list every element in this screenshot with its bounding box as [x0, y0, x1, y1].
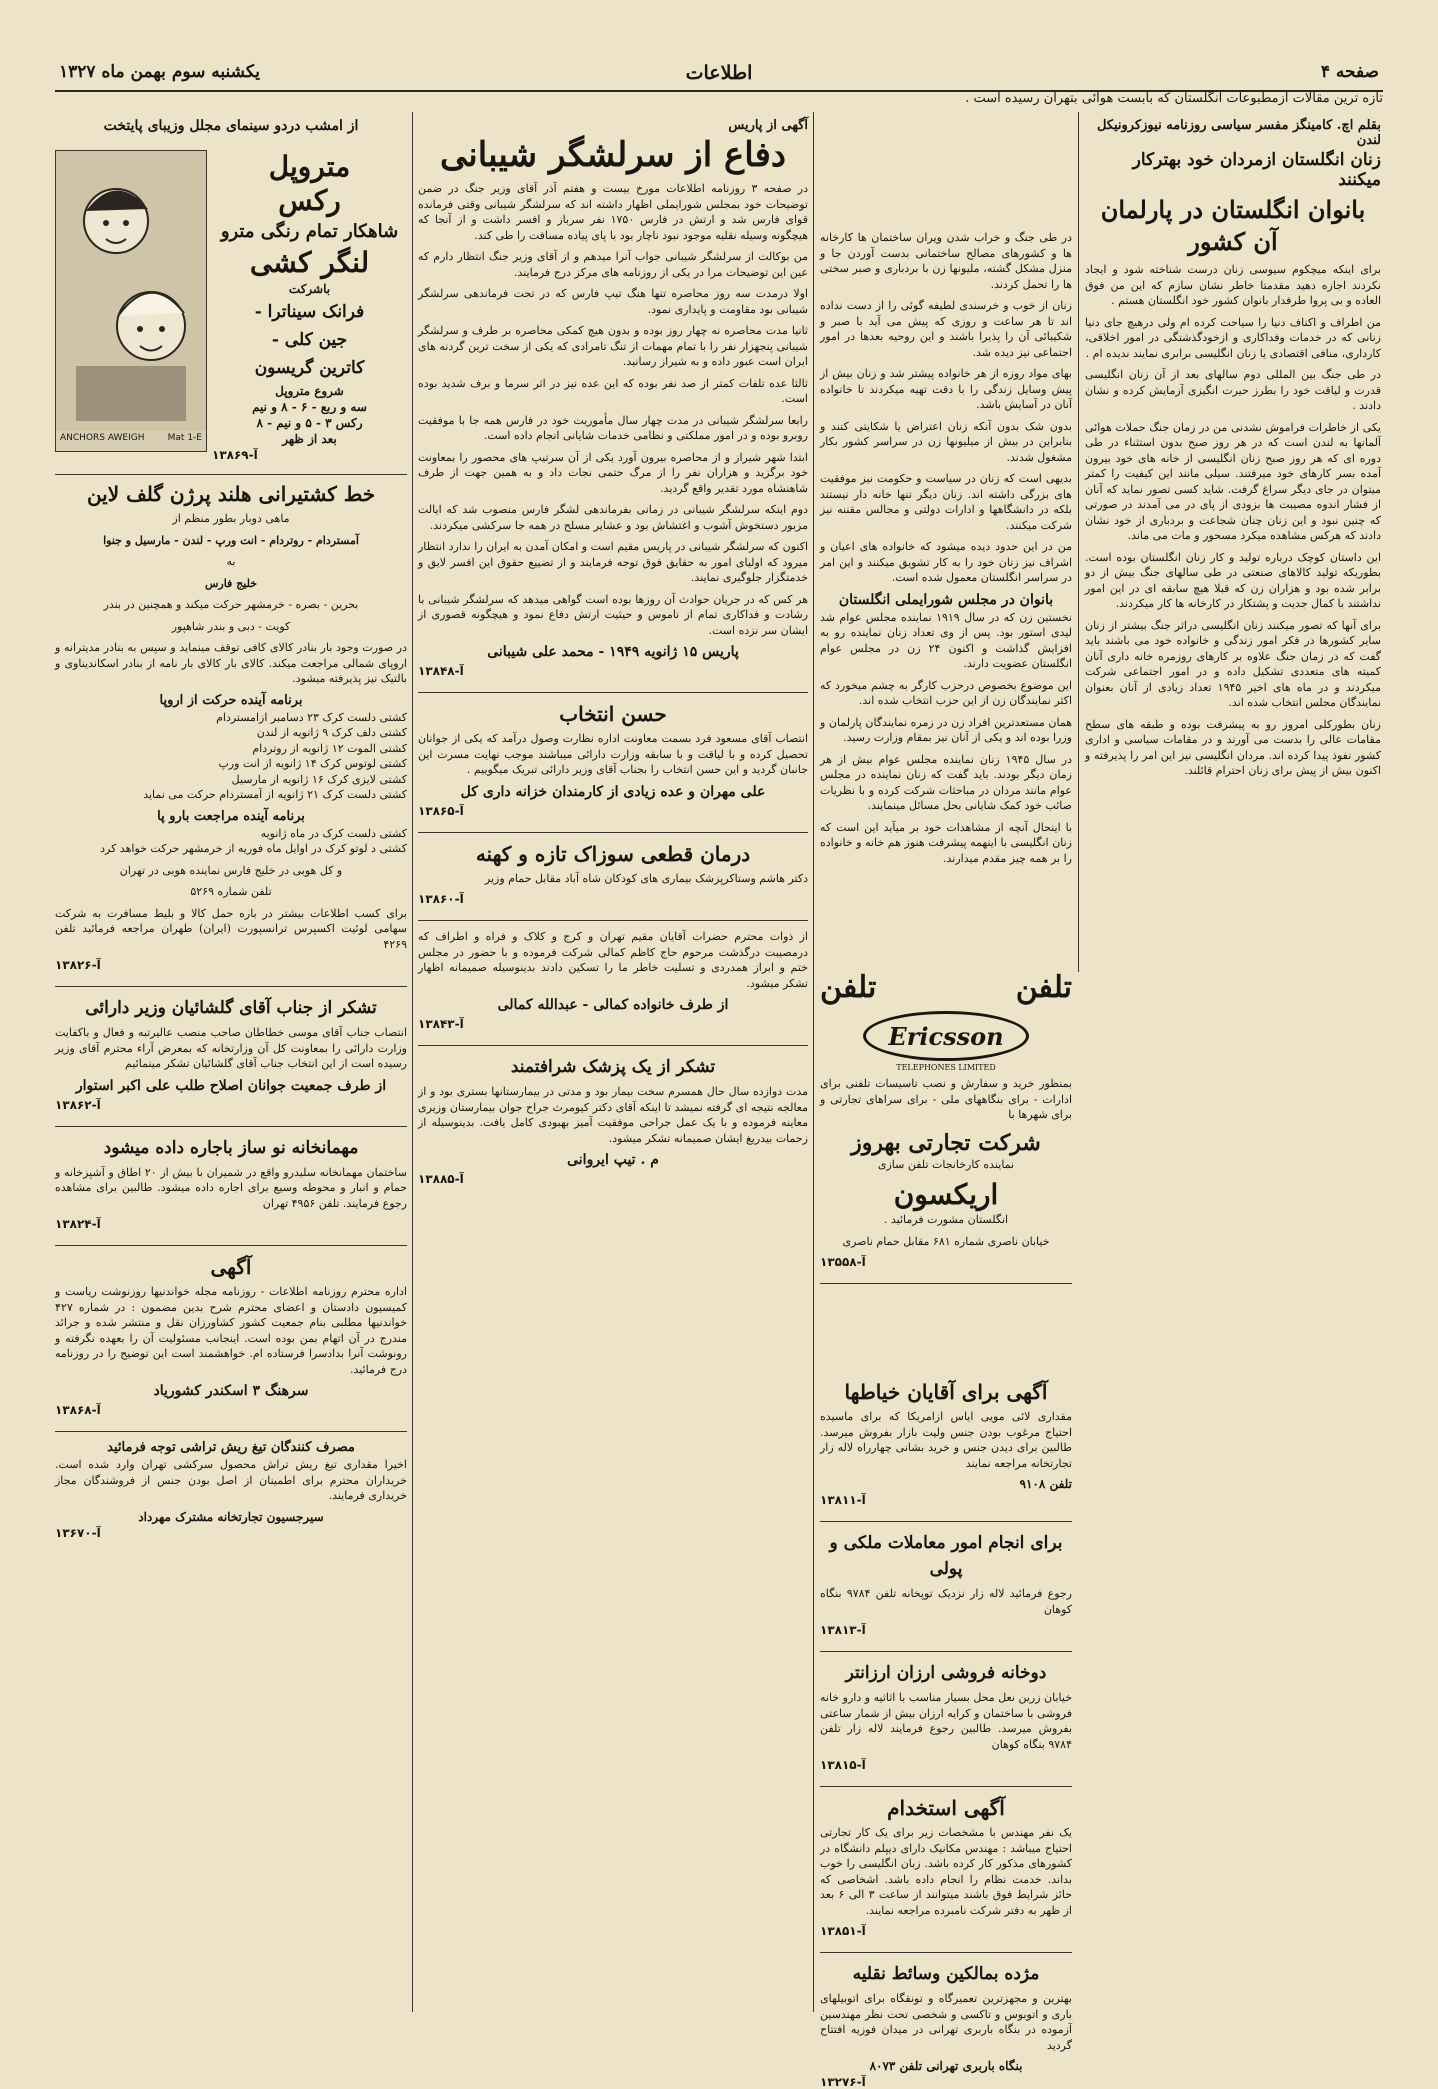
cinema-ad — [55, 118, 407, 475]
article-paragraph: رابعا سرلشگر شیبانی در مدت چهار سال مأموریت خود در فارس همه جا با موفقیت روبرو بوده و در امور مملکتی و نظامی خدمات شایانی انجام داده است. — [418, 413, 808, 442]
ad-body: اخیرا مقداری تیغ ریش تراش محصول سرکشی تهران وارد شده است. خریداران محترم برای اطمینان از اصل بودن جنس از فروشندگان مجاز خریداری فرمایند. — [55, 1458, 407, 1502]
ad-code: ۱۳۸۱۱-آ — [820, 1493, 866, 1507]
ad-title: مصرف کنندگان تیغ ریش تراشی توجه فرمائید — [107, 1440, 355, 1455]
tailor-ad — [820, 1379, 1072, 1522]
article-paragraph: در صفحه ۳ روزنامه اطلاعات مورخ بیست و هفتم آذر آقای وزیر جنگ در ضمن توضیحات خود بمجلس شورایملی اظهار داشته اند که سرلشگر شیبانی وقتی فرمانده قوای فارس شد و ارتش در فارس ۱۷۵۰ نفر سرباز و افسر داشت و از آنجا که هیچگونه وسیله نقلیه موجود نبود ناچار بود با پای پیاده مسافت را طی کند. — [418, 182, 808, 242]
ad-title: تشکر از جناب آقای گلشائیان وزیر دارائی — [85, 998, 377, 1018]
article-paragraph: برای آنها که تصور میکنند زنان انگلیسی دراثر جنگ بیشتر از زنان سایر کشورها در فکر امور زندگی و خانواده خود می باشند باید گفت که در زمان جنگ علاوه بر کارهای روزمره خانه داری آنان کمیته های متعددی تشکیل داده و در امور اجتماعی شرکت میکردند و در ماه های اخیر ۱۹۴۵ تعداد زیادی از آنان بعنوان نمایندگان مجلس انتخاب شده اند. — [1085, 618, 1382, 709]
minister-thanks-ad — [55, 995, 407, 1127]
actor: فرانک سیناترا - — [254, 302, 365, 322]
article-byline: بقلم اچ. کامینگز مفسر سیاسی روزنامه نیوزکرونیکل لندن — [1096, 118, 1381, 148]
ad-body: دکتر هاشم وستاکرپزشک بیماری های کودکان شاه آباد مقابل حمام وزیر — [484, 871, 808, 885]
ad-line: کویت - دبی و بندر شاهپور — [171, 619, 291, 633]
article-paragraph: ثالثا عده تلفات کمتر از صد نفر بوده که این عده نیز در اثر سرما و برف شدید بوده است. — [418, 376, 808, 405]
article-kicker: آگهی از پاریس — [728, 118, 808, 133]
ad-code: ۱۳۸۸۵-آ — [418, 1172, 464, 1186]
ad-body: مدت دوازده سال حال همسرم سخت بیمار بود و مدتی در بیمارستانها بستری بود و از معالجه نتیجه ای گرفته نمیشد تا اینکه آقای دکتر کیومرث جراح جوان بیمارستان وزیری معاینه فرموده و با یک عمل جراحی موفقیت آمیز بهبودی کامل یافت. بدینوسیله از زحمات بیدریغ ایشان صمیمانه تشکر میشود. — [418, 1085, 808, 1145]
small-ads-stack — [820, 1375, 1073, 2089]
poster-caption — [56, 431, 206, 445]
article-paragraph: اولا درمدت سه روز محاصره تنها هنگ تیپ فارس که در تحت فرماندهی سرلشگر شیبانی بود مقاومت و پایداری نمود. — [418, 287, 808, 316]
schedule-title: برنامه آینده حرکت از اروپا — [159, 692, 303, 708]
article-paragraph: در سال ۱۹۴۵ زنان نماینده مجلس عوام بیش از هر زمان دیگر بودند. باید گفت که زنان نماینده در مجلس عوام مانند مردان در مباحثات شرکت کرده و با نظریات صائب خود کمک شایانی بحل مسائل مینمایند. — [820, 752, 1072, 812]
article-paragraph: همان مستعدترین افراد زن در زمره نمایندگان پارلمان و وزرا بوده اند و یکی از آنان نیز بمقام وزارت رسید. — [820, 715, 1072, 744]
ad-body: خیابان زرین نعل محل بسیار مناسب با اثاثیه و دارو خانه فروشی با ساختمان و کرایه ارزان بیش از شمار ساعتی بفروش میرسد. طالبین رجوع فرمایند لاله زار تلفن ۹۷۸۴ بنگاه کوهان — [820, 1691, 1072, 1751]
ad-code: ۱۳۸۱۵-آ — [820, 1758, 866, 1772]
showtimes: شروع متروپل — [275, 384, 344, 398]
schedule-line: کشتی دلف کرک ۹ ژانویه از لندن — [256, 726, 407, 739]
ad-title: مهمانخانه نو ساز باجاره داده میشود — [103, 1137, 359, 1158]
poster-mat: Mat 1-E — [167, 433, 202, 443]
article-paragraph: در طی جنگ بین المللی دوم سالهای بعد از آن زنان انگلیسی قدرت و لیاقت خود را بطرز حیرت انگیزی آزمایش کرده و نشان دادند . — [1085, 368, 1381, 412]
schedule-line: کشتی الموت ۱۲ ژانویه از روتردام — [252, 741, 407, 755]
newspaper-name: اطلاعات — [685, 62, 753, 84]
ad-title: آگهی — [210, 1255, 252, 1279]
article-paragraph: دوم اینکه سرلشگر شیبانی در زمانی بفرماندهی لشگر فارس منصوب شد که ایالت مزبور دستخوش آشوب و اغتشاش بود و عشایر مسلح در همه جا سرکشی میکردند. — [418, 503, 808, 532]
drugstore-ad — [820, 1660, 1072, 1787]
ad-body: ساختمان مهمانخانه سلیدرو واقع در شمیران با بیش از ۲۰ اطاق و آشپزخانه و حمام و انبار و محوطه وسیع برای اجاره داده میشود. طالبین برای مشاهده رجوع فرمایند. تلفن ۴۹۵۶ تهران — [55, 1165, 407, 1210]
ad-title: خط کشتیرانی هلند پرژن گلف لاین — [86, 482, 376, 506]
ad-code: ۱۳۲۷۶-آ — [820, 2075, 866, 2089]
ad-signature: سرهنگ ۳ اسکندر کشوریاد — [153, 1383, 309, 1399]
ad-phone: تلفن شماره ۵۲۶۹ — [190, 885, 272, 898]
schedule-line: کشتی لایزی کرک ۱۶ ژانویه از مارسیل — [231, 772, 407, 786]
ad-line: خلیج فارس — [204, 576, 258, 590]
ad-title: برای انجام امور معاملات ملکی و پولی — [829, 1533, 1063, 1579]
ad-code: ۱۳۶۷۰-آ — [55, 1525, 101, 1540]
ad-code: ۱۳۸۶۵-آ — [418, 803, 464, 818]
article-paragraph: بدون شک بدون آنکه زنان اعتراض یا شکایتی کنند و بنابراین در بیش از میلیونها زن در سراسر کشور بکار مشغول شدند. — [820, 419, 1072, 464]
article-paragraph: نخستین زن که در سال ۱۹۱۹ نماینده مجلس عوام شد لیدی استور بود. پس از وی تعداد زنان نماینده رو به افزایش گذاشت و اکنون ۲۴ زن در مجلس عوام انگلستان عضویت دارند. — [820, 610, 1072, 670]
return-title: برنامه آینده مراجعت بارو پا — [157, 808, 305, 824]
column-rule — [412, 112, 413, 2012]
article-paragraph: هر کس که در جریان حوادث آن روزها بوده است گواهی میدهد که سرلشگر شیبانی با رشادت و فداکاری تمام از ناموس و حیثیت ارتش دفاع نمود و هیچگونه قصوری از ایشان سر نزده است. — [418, 592, 808, 637]
film-description: شاهکار تمام رنگی مترو — [220, 221, 399, 242]
schedule-line: کشتی دلست کرک ۲۳ دسامبر ازامستردام — [216, 710, 407, 724]
article-headline: دفاع از سرلشگر شیبانی — [439, 135, 787, 175]
ads-left-column — [55, 118, 407, 2008]
article-paragraph: با اینحال آنچه از مشاهدات خود بر میآید این است که زنان انگلیسی با اینهمه پیشرفت هنوز هم خانه و خانواده را بر همه چیز مقدم میدارند. — [820, 820, 1072, 865]
article-paragraph: اکنون که سرلشگر شیبانی در پاریس مقیم است و امکان آمدن به ایران را ندارد انتظار میرود که اولیای امور به حقایق فوق توجه فرمایند و از تضییع حقوق این افسر لایق و خدمتگزار جلوگیری نمایند. — [418, 540, 808, 584]
good-choice-ad — [418, 701, 808, 833]
column-rule — [1078, 112, 1079, 972]
film-title: لنگر کشی — [249, 246, 370, 279]
shipping-ad — [55, 481, 407, 987]
ad-line: آمستردام - روتردام - انت ورپ - لندن - مارسیل و جنوا — [103, 533, 359, 547]
ericsson-tel-row — [820, 970, 1072, 1005]
ad-body: برای کسب اطلاعات بیشتر در باره حمل کالا و بلیط مسافرت به شرکت سهامی لوئیت اکسپرس ترانسپورت (ایران) طهران مراجعه فرمائید تلفن ۴۲۶۹ — [55, 906, 407, 951]
article-paragraph: این داستان کوچک درباره تولید و کار زنان انگلستان بوده است. بطوریکه تولید کالاهای صنعتی در طی سالهای جنگ بیش از دو برابر شده بود و هزاران زن که قبلا هیچ سابقه ای در این امور نداشتند با کمال جدیت و پشتکار در کارخانه ها کار میکردند. — [1085, 550, 1381, 610]
company-note: نماینده کارخانجات تلفن سازی — [877, 1157, 1015, 1171]
ad-signature: علی مهران و عده زیادی از کارمندان خزانه داری کل — [460, 783, 766, 800]
ad-code: ۱۳۸۱۳-آ — [820, 1623, 866, 1637]
article-signature: پاریس ۱۵ ژانویه ۱۹۴۹ - محمد علی شیبانی — [487, 644, 739, 660]
ad-code: ۱۳۸۵۱-آ — [820, 1924, 866, 1938]
ad-line: بحرین - بصره - خرمشهر حرکت میکند و همچنین در بندر — [103, 598, 359, 611]
showtimes: سه و ربع - ۶ - ۸ و نیم — [252, 400, 367, 414]
ad-signature: از طرف جمعیت جوانان اصلاح طلب علی اکبر استوار — [75, 1077, 387, 1094]
ad-code: ۱۳۸۴۸-آ — [418, 664, 464, 678]
column-rule — [813, 112, 814, 2012]
ad-signature: م . تیپ ایروانی — [567, 1152, 659, 1168]
ad-title: آگهی برای آقایان خیاطها — [844, 1380, 1048, 1404]
treatment-ad — [418, 841, 808, 922]
article-subheading: بانوان در مجلس شورایملی انگلستان — [838, 591, 1054, 608]
cars-ad — [820, 1961, 1072, 2089]
ericsson-logo — [863, 1011, 1029, 1061]
ad-title: حسن انتخاب — [559, 702, 667, 726]
showtimes: رکس ۳ - ۵ و نیم - ۸ — [256, 416, 363, 430]
ad-body: یک نفر مهندس با مشخصات زیر برای یک کار تجارتی احتیاج میباشد : مهندس مکانیک دارای دیپلم دانشگاه در کشورهای مذکور کار کرده باشد. زبان انگلیسی را خوب بداند. خدمت نظام را انجام داده باشد. اشخاصی که حائز شرایط فوق باشند میتوانند از ساعت ۳ الی ۶ بعد از ظهر به دفتر شرکت نامبرده مراجعه نمایند. — [820, 1826, 1073, 1917]
ad-code: ۱۳۸۲۶-آ — [55, 958, 101, 972]
article-paragraph: من بوکالت از سرلشگر شیبانی جواب آنرا میدهم و از آقای وزیر جنگ انتظار دارم که عین این توضیحات مرا در یکی از روزنامه های مرکز درج فرمایند. — [418, 250, 808, 279]
article-paragraph: بهای مواد روزه از هر خانواده پیشتر شد و زنان بیش از پیش وسایل زندگی را با دقت تهیه میکردند تا خانواده آنان در آسایش باشد. — [820, 367, 1072, 411]
ericsson-logo-text: Ericsson — [888, 1021, 1004, 1051]
employment-ad — [820, 1795, 1072, 1953]
poster-illustration — [56, 151, 206, 431]
ad-body: رجوع فرمائید لاله زار نزدیک توپخانه تلفن ۹۷۸۴ بنگاه کوهان — [820, 1587, 1072, 1616]
article-paragraph: یکی از خاطرات فراموش نشدنی من در زمان جنگ حملات هوائی آلمانها به لندن است که در هر روز صبح بدون استثناء در طی دوره ای که هر روز صبح زنان انگلیسی از خانه های خود بیرون آمده بسر کارهای خود میرفتند. سیلی مانند این کیفیت را کمتر میتوان در جای دیگر سراغ گرفت. شاید کسی تصور نماید که آنان از فشار اندوه مصیبت ها بزودی از پای در می آمدند در صورتی که چنین نبود و این زنان چنان شجاعت و بردباری از خود نشان دادند که هرکس مشاهده میکرد مسحور و مات می ماند. — [1085, 420, 1381, 542]
ad-code: ۱۳۸۲۴-آ — [55, 1217, 101, 1231]
surgeon-thanks-ad — [418, 1054, 808, 1186]
ad-signature: از طرف خانواده کمالی - عبدالله کمالی — [497, 997, 729, 1013]
ad-title: آگهی استخدام — [887, 1796, 1005, 1820]
company-name: شرکت تجارتی بهروز — [851, 1129, 1041, 1156]
ericsson-logo-sub: TELEPHONES LIMITED — [896, 1063, 996, 1072]
ad-title: درمان قطعی سوزاک تازه و کهنه — [475, 841, 751, 866]
consumer-ad — [55, 1440, 407, 1540]
company-note: انگلستان مشورت فرمائید . — [883, 1213, 1009, 1226]
ericsson-address: خیابان ناصری شماره ۶۸۱ مقابل حمام ناصری — [842, 1234, 1050, 1248]
actor: کاترین گریسون — [254, 358, 365, 378]
ad-phone: تلفن ۹۱۰۸ — [1019, 1477, 1072, 1491]
article-paragraph: ثانیا مدت محاصره نه چهار روز بوده و بدون هیچ کمکی محاصره بر طرف و سرلشگر شیبانی پنجهزار نفر را با تمام مهمات از تنگ تامرادی که یکی از سخت ترین گردنه های ایران است عبور داده و به شیراز رسانید. — [418, 324, 808, 368]
cast-intro: باشرکت — [288, 282, 331, 296]
ad-line: ماهی دوبار بطور منظم از — [172, 512, 290, 525]
ad-body: انتصاب آقای مسعود فرد بسمت معاونت اداره نظارت وصول درآمد که یکی از جوانان تحصیل کرده و با لیاقت و با سابقه وزارت دارائی میباشند موجب نهایت مسرت این جانبان گردید و این حسن انتخاب را بجناب آقای وزیر دارائی تبریک میگوییم . — [418, 732, 808, 776]
schedule-line: کشتی دلست کرک ۲۱ ژانویه از آمستردام حرکت می نماید — [143, 788, 407, 801]
article-paragraph: من در این حدود دیده میشود که خانواده های اعیان و اشراف نیز زنان خود را به کار تشویق میکنند و این امر در سراسر انگلستان معمول شده است. — [820, 540, 1072, 584]
cinema-name: متروپل — [268, 150, 351, 183]
ad-signature: سیرجسیون تجارتخانه مشترک مهرداد — [138, 1509, 324, 1524]
ad-code: ۱۳۸۶۹-آ — [212, 448, 258, 462]
article-headline: بانوان انگلستان در پارلمان آن کشور — [1100, 195, 1366, 256]
ad-line: به — [226, 555, 236, 568]
article-paragraph: زنان از خوب و خرسندی لطیفه گوئی را از دست نداده اند تا هر ساعت و روزی که پیش می آید با صبر و شکیبائی آن را پذیرا باشند و این روحیه بعدها در امور اجتماعی نیز دیده شد. — [820, 299, 1072, 359]
women-article-column — [1085, 118, 1381, 2008]
page-header — [55, 60, 1383, 92]
article-paragraph: زنان بطورکلی امروز رو به پیشرفت بوده و طبقه های سطح مقامات عالی را بدست می آورند و در مقامات سیاسی و اداری کشور نفوذ پیدا کرده اند. مردان انگلیسی نیز این امر را پذیرفته و اکنون بیش از پیش برای زنان احترام قائلند. — [1085, 717, 1381, 777]
ericsson-name: اریکسون — [893, 1178, 999, 1211]
actor: جین کلی - — [271, 330, 348, 350]
ad-body: مقداری لائی مویی ایاس ازامریکا که برای ماسیده احتیاج مرغوب بودن جنس ولیت بازار بفروش میرسد. طالبین برای دیدن جنس و خرید بشانی چهارراه لاله زار تجارتخانه مراجعه نمایند — [820, 1410, 1072, 1470]
cinema-intro: از امشب دردو سینمای مجلل وزیبای پایتخت — [103, 118, 359, 134]
ad-code: ۱۳۸۶۲-آ — [55, 1097, 101, 1112]
hotel-ad — [55, 1135, 407, 1247]
page-number: صفحه ۴ — [1320, 62, 1379, 82]
article-paragraph: برای اینکه میچکوم سیوسی زنان درست شناخته شود و ایجاد نکردند اجازه دهید مقدمتا خاطر نشان سازم که این من فوق العاده و بی پروا طرفدار بانوان کشور خود انگلستان هستم . — [1085, 263, 1381, 307]
article-paragraph: در طی جنگ و خراب شدن ویران ساختمان ها کارخانه ها و کشورهای مصالح ساختمانی بدست آوردن جا و منزل مشکل گشته، ملیونها زن با بردباری و صبر سختی ها را تحمل کردند. — [820, 231, 1072, 291]
agent-line: و کل هوبی در خلیج فارس نماینده هوبی در تهران — [119, 863, 343, 877]
showtimes: بعد از ظهر — [282, 432, 337, 446]
ad-code: ۱۳۵۵۸-آ — [820, 1255, 866, 1269]
ad-title: تشکر از یک پزشک شرافتمند — [510, 1057, 716, 1077]
notice-ad — [55, 1254, 407, 1432]
cinema-text — [212, 150, 407, 470]
article-paragraph: ابتدا شهر شیراز و از محاصره بیرون آورد یکی از آن سرتیپ های محصور را بمعاونت خود برگزید و هزاران نفر را از مرگ حتمی نجات داد و به همین جهت از طرف شاهنشاه مورد تقدیر واقع گردید. — [418, 450, 808, 495]
ad-code: ۱۳۸۶۰-آ — [418, 892, 464, 906]
film-poster — [55, 150, 207, 452]
kamali-thanks-ad — [418, 929, 808, 1046]
ericsson-ad — [820, 970, 1072, 1284]
ericsson-body: بمنظور خرید و سفارش و نصب تاسیسات تلفنی برای ادارات - برای بنگاههای ملی - برای سراهای تجارتی و برای شهرها با — [820, 1077, 1072, 1121]
article-paragraph: این موضوع بخصوص درحزب کارگر به چشم میخورد که اکثر نمایندگان زن از این حزب انتخاب شده اند. — [820, 678, 1072, 707]
ad-title: دوخانه فروشی ارزان ارزانتر — [845, 1663, 1047, 1683]
shibani-defense-column — [418, 118, 808, 2008]
ad-body: انتصاب جناب آقای موسی خطاطان صاحب منصب عالیرتبه و فعال و باکفایت وزارت دارائی را بمعاونت کل آن وزارتخانه که بمعرض آراء محترم آقای وزیر رسیده است از این انتخاب جناب آقای گلشائیان تشکر مینمائیم — [55, 1026, 407, 1070]
shibani-article — [418, 118, 808, 693]
ad-code: ۱۳۸۶۸-آ — [55, 1403, 101, 1417]
ad-title: مژده بمالکین وسائط نقلیه — [852, 1964, 1040, 1984]
tel-label: تلفن — [820, 970, 877, 1005]
ad-body: اداره محترم روزنامه اطلاعات - روزنامه مجله خواندنیها روزنوشت ریاست و کمیسیون دادستان و اعضای محترم شرح بدین مضمون : در شماره ۴۲۷ خواندنیها مطلبی بنام جمعیت کشور کشاورزان نقل و منتشر شده و جرائد مندرج در آن اتهام بمن بوده است. اینجانب مسئولیت آن را بعهده نگرفته و رونوشت آنرا بدادسرا فرستاده ام. خواهشمند است این توضیح را در روزنامه درج فرمائید. — [55, 1285, 407, 1376]
header-strip: تازه ترین مقالات ازمطبوعات انگلستان که بابست هوائی بتهران رسیده است . — [965, 91, 1383, 106]
return-line: کشتی دلست کرک در ماه ژانویه — [260, 826, 407, 840]
women-article-continued — [820, 230, 1072, 890]
ad-phone: بنگاه باربری تهرانی تلفن ۸۰۷۳ — [869, 2059, 1023, 2073]
ad-body: بهترین و مجهزترین تعمیرگاه و تونقگاه برای اتوبیلهای باری و اتوبوس و تاکسی و شخصی تحت نظر مهندسین آزموده در بنگاه باربری تهرانی در میدان فوزیه افتتاح گردید — [820, 1992, 1072, 2052]
issue-date: یکشنبه سوم بهمن ماه ۱۳۲۷ — [59, 62, 260, 82]
schedule-line: کشتی لوتوس کرک ۱۴ ژانویه از انت ورپ — [218, 757, 407, 770]
ad-body: در صورت وجود بار بنادر کالای کافی توقف مینماید و سپس به بنادر مدیترانه و اروپای شمالی مراجعت میکند. کالای بار کالای بار نامه از بنادر اسکاندیناوی و بالتیک نیز پذیرفته میشود. — [55, 641, 407, 685]
ad-body: از ذوات محترم حضرات آقایان مقیم تهران و کرج و کلاک و فراه و اطراف که درمصیبت درگذشت مرحوم حاج کاظم کمالی شرکت فرموده و با حضور در مجلس ختم و ابراز همدردی و تسلیت خاطر ما را تسکین دادند بدینوسیله صمیمانه اظهار تشکر میشود. — [418, 930, 808, 990]
article-paragraph: من اطراف و اکناف دنیا را سیاحت کرده ام ولی درهیچ جای دنیا زنانی که در خدمات وفداکاری و ازخودگذشتگی در امور اخلاقی، کارداری، منافی اقتصادی یا زنان انگلیسی برابری نمایند ندیده ام . — [1085, 315, 1381, 360]
return-line: کشتی د لوتو کرک در اوایل ماه فوریه از خرمشهر حرکت خواهد کرد — [100, 842, 407, 855]
article-kicker: زنان انگلستان ازمردان خود بهترکار میکنند — [1132, 150, 1381, 190]
article-paragraph: بدیهی است که زنان در سیاست و حکومت نیز موفقیت های بزرگی داشته اند. زنان دیگر تنها خانه دار نیستند بلکه در دانشگاهها و ادارات دولتی و مجالس مقننه نیز شرکت میکنند. — [820, 472, 1072, 532]
ad-code: ۱۳۸۴۳-آ — [418, 1017, 464, 1031]
tel-label: تلفن — [1015, 970, 1072, 1005]
poster-title: ANCHORS AWEIGH — [60, 433, 145, 443]
cinema-name: رکس — [278, 184, 341, 217]
realestate-ad — [820, 1530, 1072, 1652]
